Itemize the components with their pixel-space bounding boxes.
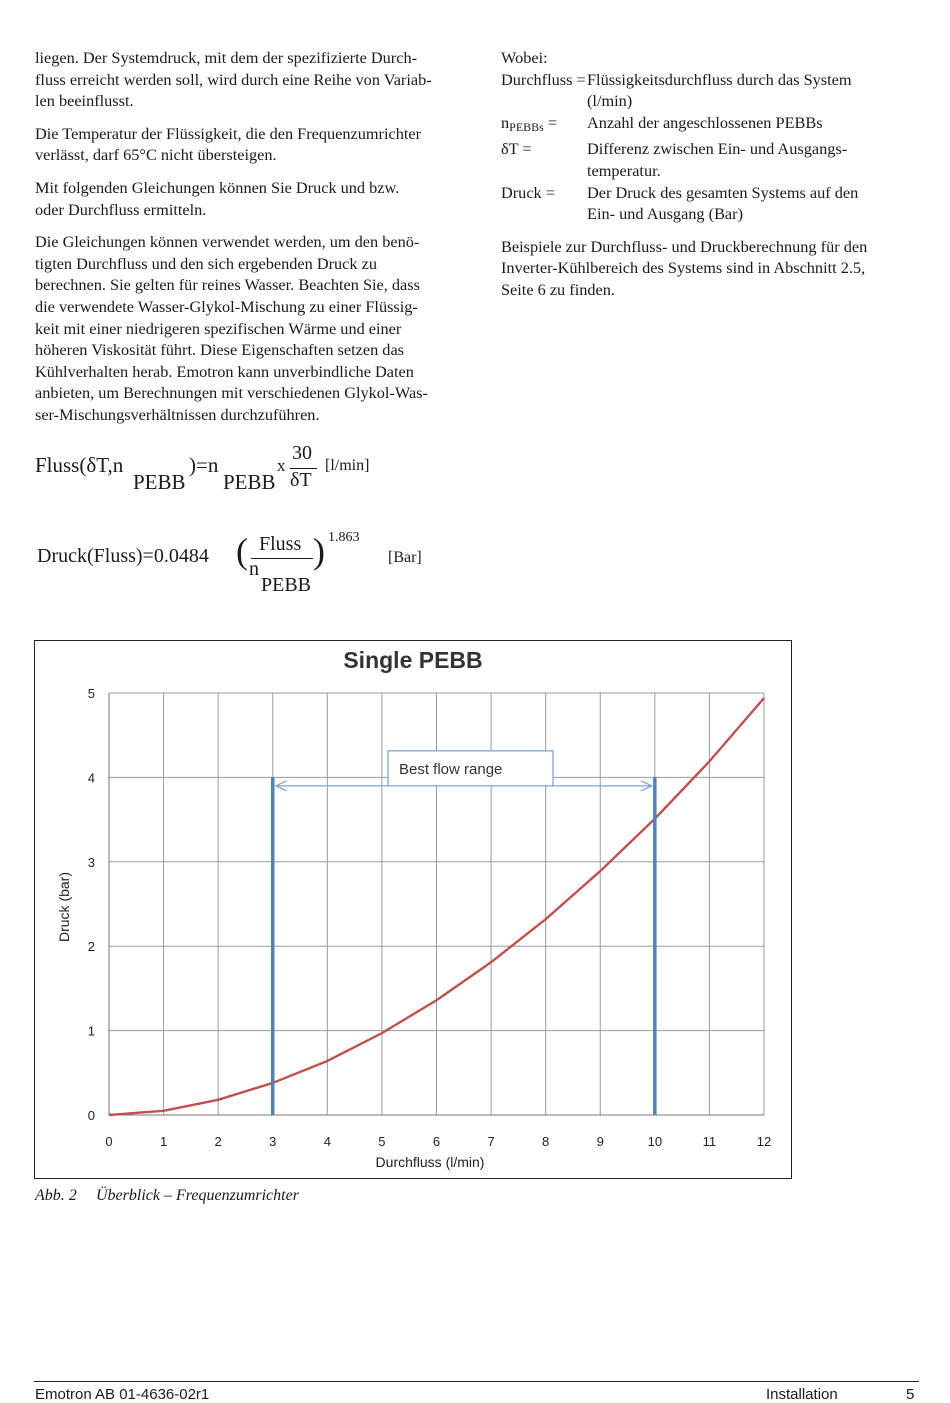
x-tick-label: 3: [269, 1134, 277, 1149]
text-line: Die Gleichungen können verwendet werden, um den benö-: [35, 232, 420, 252]
flow-equation-middle-subscript: PEBB: [223, 470, 276, 494]
definition-durchfluss: [501, 69, 911, 112]
x-tick-label: 6: [432, 1134, 441, 1149]
text-line: oder Durchfluss ermitteln.: [35, 199, 207, 219]
paragraph-equations-intro: [35, 177, 455, 220]
y-axis-label: Druck (bar): [56, 871, 72, 943]
text-line: tigten Durchfluss und den sich ergebenden Druck zu: [35, 253, 377, 273]
paragraph-water-glycol: [35, 231, 455, 425]
definitions-intro: Wobei:: [501, 48, 548, 67]
text-line: die verwendete Wasser-Glykol-Mischung zu einer Flüssig-: [35, 296, 418, 316]
flow-equation-times: x: [277, 456, 286, 475]
range-label: Best flow range: [399, 760, 503, 778]
x-tick-label: 9: [596, 1134, 604, 1149]
flow-equation-numerator: 30: [292, 442, 312, 464]
text-line: höheren Viskosität führt. Diese Eigenschaften setzen das: [35, 340, 405, 360]
paragraph-temperature: [35, 123, 455, 166]
footer-rule: [34, 1381, 919, 1382]
y-tick-label: 1: [87, 1023, 95, 1039]
y-tick-label: 0: [87, 1108, 95, 1123]
figure-caption-text: Überblick – Frequenzumrichter: [96, 1187, 299, 1204]
flow-equation-denominator: δT: [290, 469, 312, 491]
y-tick-label: 4: [87, 770, 95, 786]
text-line: ser-Mischungsverhältnissen durchzuführen.: [35, 404, 320, 424]
pressure-equation-denominator: n: [249, 558, 259, 580]
definition-term: δT =: [501, 139, 532, 159]
text-line: Kühlverhalten herab. Emotron kann unverbindliche Daten: [35, 361, 414, 381]
single-pebb-chart: [35, 641, 791, 1178]
definition-term: Druck =: [501, 182, 555, 202]
x-axis-label: Durchfluss (l/min): [375, 1154, 485, 1170]
chart-title: Single PEBB: [343, 647, 483, 673]
text-line: keit mit einer niedrigeren spezifischen Wärme und einer: [35, 318, 402, 338]
footer-page-number: 5: [906, 1386, 915, 1403]
x-tick-label: 11: [702, 1134, 717, 1149]
text-line: anbieten, um Berechnungen mit verschiedenen Glykol-Was-: [35, 383, 428, 403]
x-tick-label: 7: [487, 1134, 495, 1149]
text-line: fluss erreicht werden soll, wird durch eine Reihe von Variab-: [35, 69, 432, 89]
paragraph-system-pressure: [35, 47, 455, 112]
x-tick-label: 5: [378, 1134, 386, 1149]
left-column: [35, 47, 455, 437]
figure-number: Abb. 2: [35, 1187, 77, 1204]
definition-npebbs: [501, 112, 911, 139]
x-tick-label: 1: [159, 1134, 168, 1149]
x-tick-label: 8: [542, 1134, 550, 1149]
text-line: Die Temperatur der Flüssigkeit, die den Frequenzumrichter: [35, 123, 422, 143]
x-tick-label: 0: [105, 1134, 113, 1149]
footer-section: Installation: [766, 1386, 838, 1403]
pressure-equation-denominator-subscript: PEBB: [261, 574, 312, 596]
flow-equation-lhs-subscript: PEBB: [133, 470, 186, 494]
text-line: verlässt, darf 65°C nicht übersteigen.: [35, 145, 277, 165]
pressure-equation-paren-open: (: [236, 531, 248, 571]
text-line: Mit folgenden Gleichungen können Sie Druck und bzw.: [35, 177, 400, 197]
text-line: len beeinflusst.: [35, 91, 134, 111]
right-column: [501, 47, 911, 312]
y-tick-label: 5: [87, 686, 95, 701]
definition-druck: [501, 182, 911, 225]
pressure-equation-exponent: 1.863: [328, 530, 360, 545]
pressure-equation-fraction-bar: [251, 558, 313, 559]
definition-delta-t: [501, 138, 911, 181]
footer-document-id: Emotron AB 01-4636-02r1: [35, 1386, 210, 1403]
definition-description: Der Druck des gesamten Systems auf den Ein- und Ausgang (Bar): [587, 182, 859, 224]
x-tick-label: 4: [323, 1134, 331, 1149]
paragraph-examples-reference: Beispiele zur Durchfluss- und Druckberechnung für den Inverter-Kühlbereich des Systems sind in Abschnitt 2.5, Seite 6 zu finden.: [501, 236, 868, 299]
y-tick-label: 3: [87, 854, 95, 870]
definition-description: Anzahl der angeschlossenen PEBBs: [587, 112, 823, 132]
pressure-equation-numerator: Fluss: [259, 533, 302, 555]
x-tick-label: 10: [647, 1134, 663, 1149]
pressure-equation-lhs: Druck(Fluss)=0.0484: [37, 545, 209, 567]
pressure-equation-paren-close: ): [313, 531, 325, 571]
text-line: berechnen. Sie gelten für reines Wasser. Beachten Sie, dass: [35, 275, 420, 295]
definition-description: Flüssigkeitsdurchfluss durch das System (l/min): [587, 69, 852, 111]
chart-frame: [34, 640, 792, 1179]
x-tick-label: 2: [214, 1134, 222, 1149]
text-line: liegen. Der Systemdruck, mit dem der spezifizierte Durch-: [35, 48, 418, 67]
flow-equation-middle: )=n: [189, 453, 219, 477]
pressure-equation-unit: [Bar]: [388, 549, 422, 566]
definition-description: Differenz zwischen Ein- und Ausgangs- temperatur.: [587, 139, 848, 180]
x-tick-label: 12: [756, 1134, 772, 1149]
flow-equation-lhs: Fluss(δT,n: [35, 453, 124, 477]
figure-caption: [35, 1187, 299, 1205]
y-tick-label: 2: [87, 939, 95, 955]
definition-term: Durchfluss =: [501, 69, 586, 89]
definition-term: $n_{PEBBs}$ =: [501, 112, 558, 134]
flow-equation-unit: [l/min]: [325, 457, 370, 474]
